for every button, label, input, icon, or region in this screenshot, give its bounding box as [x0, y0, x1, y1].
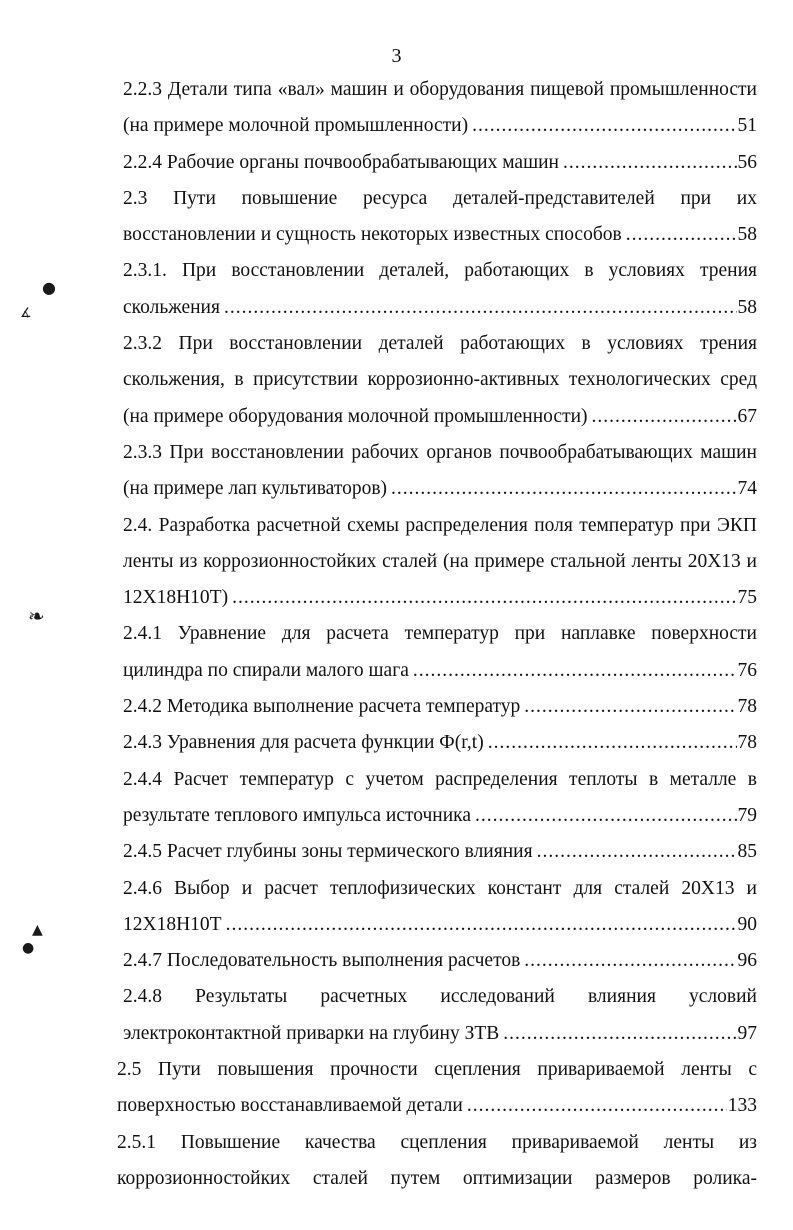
- toc-line: [123, 217, 757, 253]
- toc-page-number: 133: [727, 1095, 757, 1117]
- toc-entry-text: восстановлении и сущность некоторых известных способов: [123, 224, 622, 246]
- toc-entry-text: 2.4.3 Уравнения для расчета функции Ф(r,t): [123, 732, 484, 754]
- toc-line: 2.3 Пути повышение ресурса деталей-представителей при их: [123, 187, 757, 209]
- toc-line: [123, 580, 757, 616]
- toc-line: коррозионностойких сталей путем оптимизации размеров ролика-: [117, 1167, 757, 1189]
- toc-page-number: 78: [737, 696, 757, 718]
- toc-page-number: 75: [737, 587, 757, 609]
- scan-mark: ●: [22, 940, 35, 956]
- scan-mark: ∡: [20, 306, 32, 321]
- toc-line: ленты из коррозионностойких сталей (на примере стальной ленты 20Х13 и: [123, 550, 757, 572]
- dot-leader: [524, 943, 736, 979]
- toc-entry-text: 12Х18Н10Т): [123, 587, 229, 609]
- toc-entry-text: скольжения: [123, 296, 220, 318]
- toc-entry-text: 2.2.4 Рабочие органы почвообрабатывающих машин: [123, 151, 559, 173]
- toc-line: 2.4.6 Выбор и расчет теплофизических констант для сталей 20Х13 и: [123, 877, 757, 899]
- toc-entry-text: 2.4.7 Последовательность выполнения расчетов: [123, 950, 521, 972]
- toc-line: 2.2.3 Детали типа «вал» машин и оборудования пищевой промышленности: [123, 79, 757, 100]
- toc-page-number: 97: [737, 1022, 757, 1044]
- toc-entry-text: (на примере оборудования молочной промышленности): [123, 405, 588, 427]
- dot-leader: [467, 1088, 727, 1124]
- toc-line: [123, 798, 757, 834]
- scan-mark: ▲: [32, 922, 43, 938]
- page-number: 3: [391, 45, 402, 67]
- toc-line: 2.3.2 При восстановлении деталей работающих в условиях трения: [123, 333, 757, 355]
- toc-entry-text: цилиндра по спирали малого шага: [123, 659, 409, 681]
- toc-line: [117, 1088, 757, 1124]
- toc-page-number: 79: [737, 804, 757, 826]
- toc-line: скольжения, в присутствии коррозионно-активных технологических сред: [123, 369, 757, 391]
- toc-line: 2.4.8 Результаты расчетных исследований влияния условий: [123, 986, 757, 1008]
- toc-entry-text: (на примере молочной промышленности): [123, 115, 469, 137]
- dot-leader: [563, 145, 737, 181]
- dot-leader: [537, 834, 737, 870]
- toc-entry-text: 2.4.2 Методика выполнение расчета температур: [123, 696, 521, 718]
- dot-leader: [232, 580, 736, 616]
- toc-line: 2.4.1 Уравнение для расчета температур при наплавке поверхности: [123, 623, 757, 645]
- dot-leader: [224, 290, 737, 326]
- toc-line: [123, 471, 757, 507]
- toc-page-number: 96: [737, 950, 757, 972]
- dot-leader: [592, 399, 737, 435]
- toc-page-number: 56: [737, 151, 757, 173]
- toc-entry-text: 12Х18Н10Т: [123, 913, 222, 935]
- toc-line: [123, 725, 757, 761]
- toc-page-number: 78: [737, 732, 757, 754]
- table-of-contents: [117, 72, 757, 1197]
- toc-page-number: 58: [737, 224, 757, 246]
- toc-page-number: 58: [737, 296, 757, 318]
- toc-line: 2.3.1. При восстановлении деталей, работающих в условиях трения: [123, 260, 757, 282]
- toc-entry-text: результате теплового импульса источника: [123, 804, 471, 826]
- dot-leader: [524, 689, 736, 725]
- toc-line: 2.4. Разработка расчетной схемы распределения поля температур при ЭКП: [123, 514, 757, 536]
- dot-leader: [475, 798, 737, 834]
- toc-line: [123, 290, 757, 326]
- toc-page-number: 74: [737, 478, 757, 500]
- toc-line: 2.5 Пути повышения прочности сцепления привариваемой ленты с: [117, 1059, 757, 1081]
- toc-page-number: 85: [737, 841, 757, 863]
- toc-line: 2.3.3 При восстановлении рабочих органов почвообрабатывающих машин: [123, 441, 757, 463]
- toc-entry-text: поверхностью восстанавливаемой детали: [117, 1095, 463, 1117]
- toc-line: [123, 1016, 757, 1052]
- toc-entry-text: электроконтактной приварки на глубину ЗТВ: [123, 1022, 500, 1044]
- dot-leader: [391, 471, 736, 507]
- toc-page-number: 90: [737, 913, 757, 935]
- dot-leader: [626, 217, 737, 253]
- toc-line: [123, 145, 757, 181]
- toc-page-number: 76: [737, 659, 757, 681]
- scan-mark: ●: [42, 278, 56, 297]
- toc-line: [123, 653, 757, 689]
- toc-line: [123, 399, 757, 435]
- scan-mark: ❧: [28, 604, 45, 628]
- dot-leader: [488, 725, 737, 761]
- toc-line: [123, 907, 757, 943]
- toc-entry-text: (на примере лап культиваторов): [123, 478, 388, 500]
- dot-leader: [413, 653, 737, 689]
- toc-line: [123, 834, 757, 870]
- toc-entry-text: 2.4.5 Расчет глубины зоны термического влияния: [123, 841, 533, 863]
- dot-leader: [472, 108, 736, 144]
- dot-leader: [226, 907, 737, 943]
- toc-line: 2.4.4 Расчет температур с учетом распределения теплоты в металле в: [123, 768, 757, 790]
- toc-page-number: 51: [737, 115, 757, 137]
- toc-line: [123, 689, 757, 725]
- toc-page-number: 67: [737, 405, 757, 427]
- toc-line: [123, 943, 757, 979]
- dot-leader: [503, 1016, 736, 1052]
- toc-line: [123, 108, 757, 144]
- toc-line: 2.5.1 Повышение качества сцепления привариваемой ленты из: [117, 1131, 757, 1153]
